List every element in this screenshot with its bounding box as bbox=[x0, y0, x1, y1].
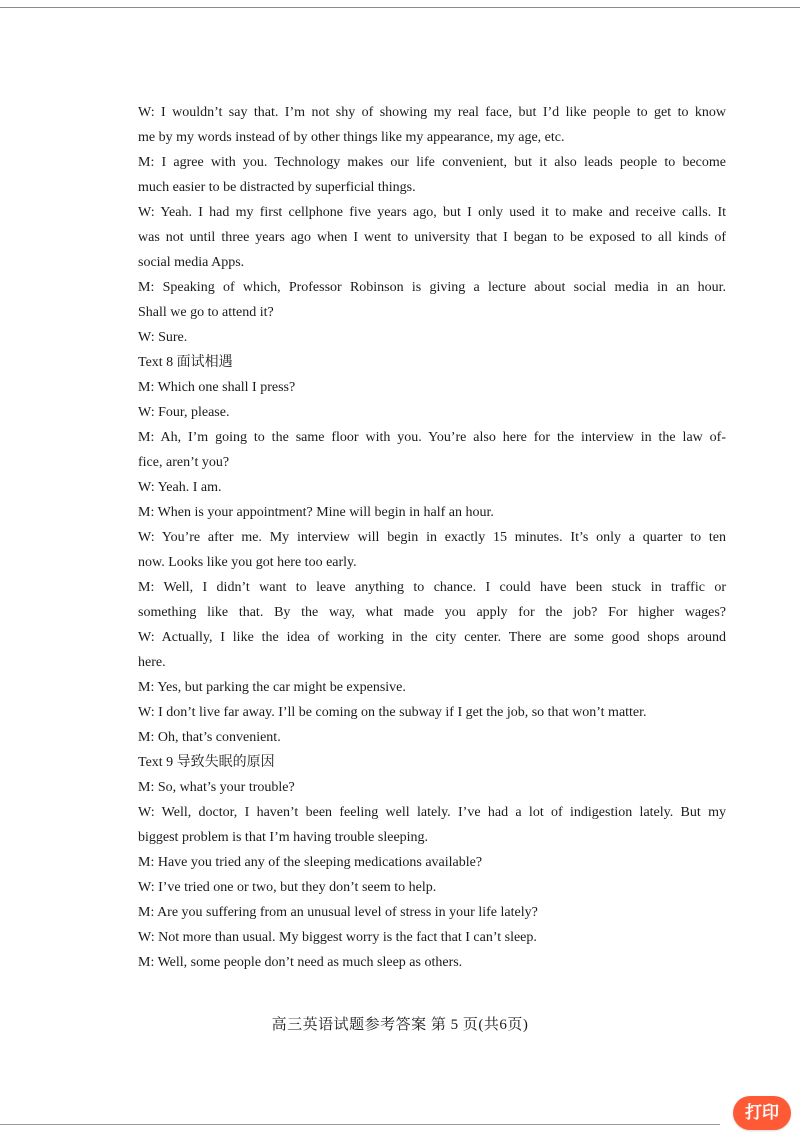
text-line: W: I don’t live far away. I’ll be coming on the subway if I get the job, so that won’t matter. bbox=[138, 705, 647, 720]
text-line: biggest problem is that I’m having trouble sleeping. bbox=[138, 830, 429, 845]
text-line: something like that. By the way, what made you apply for the job? For higher wages? bbox=[138, 605, 726, 620]
text-line: W: Yeah. I had my first cellphone five years ago, but I only used it to make and receive calls. It bbox=[138, 205, 726, 220]
text-line: W: I wouldn’t say that. I’m not shy of showing my real face, but I’d like people to get to know bbox=[138, 105, 726, 120]
text-line: W: Yeah. I am. bbox=[138, 480, 222, 495]
text-line: M: When is your appointment? Mine will begin in half an hour. bbox=[138, 505, 494, 520]
text-line: M: So, what’s your trouble? bbox=[138, 780, 295, 795]
text-line: W: Four, please. bbox=[138, 405, 230, 420]
text-line: M: Yes, but parking the car might be expensive. bbox=[138, 680, 406, 695]
text-line: M: Oh, that’s convenient. bbox=[138, 730, 281, 745]
text-line: social media Apps. bbox=[138, 255, 245, 270]
text-line: W: You’re after me. My interview will begin in exactly 15 minutes. It’s only a quarter to ten bbox=[138, 530, 726, 545]
text-line: Shall we go to attend it? bbox=[138, 305, 274, 320]
text-line: W: I’ve tried one or two, but they don’t seem to help. bbox=[138, 880, 437, 895]
text-line: W: Actually, I like the idea of working in the city center. There are some good shops around bbox=[138, 630, 726, 645]
text-line: M: I agree with you. Technology makes our life convenient, but it also leads people to become bbox=[138, 155, 726, 170]
page-footer: 高三英语试题参考答案 第 5 页(共6页) bbox=[271, 1017, 529, 1033]
text-line: M: Have you tried any of the sleeping medications available? bbox=[138, 855, 483, 870]
text-line: M: Which one shall I press? bbox=[138, 380, 296, 395]
text-line: M: Speaking of which, Professor Robinson is giving a lecture about social media in an hour. bbox=[138, 280, 726, 295]
text-line: now. Looks like you got here too early. bbox=[138, 555, 357, 570]
text-line: M: Well, some people don’t need as much sleep as others. bbox=[138, 955, 463, 970]
text-line: M: Well, I didn’t want to leave anything to chance. I could have been stuck in traffic or bbox=[138, 580, 726, 595]
text-line: W: Sure. bbox=[138, 330, 188, 345]
text-line: M: Ah, I’m going to the same floor with you. You’re also here for the interview in the law of- bbox=[138, 430, 726, 445]
section-heading-text-8: Text 8 面试相遇 bbox=[138, 355, 233, 370]
bottom-divider bbox=[0, 1124, 720, 1125]
text-line: M: Are you suffering from an unusual level of stress in your life lately? bbox=[138, 905, 538, 920]
text-line: much easier to be distracted by superficial things. bbox=[138, 180, 416, 195]
section-heading-text-9: Text 9 导致失眠的原因 bbox=[138, 755, 275, 770]
top-divider bbox=[0, 7, 800, 8]
text-line: W: Not more than usual. My biggest worry is the fact that I can’t sleep. bbox=[138, 930, 537, 945]
text-line: W: Well, doctor, I haven’t been feeling well lately. I’ve had a lot of indigestion lately. But my bbox=[138, 805, 726, 820]
text-line: was not until three years ago when I went to university that I began to be exposed to all kinds of bbox=[138, 230, 726, 245]
print-button[interactable]: 打印 bbox=[733, 1096, 791, 1130]
text-line: me by my words instead of by other things like my appearance, my age, etc. bbox=[138, 130, 565, 145]
text-line: fice, aren’t you? bbox=[138, 455, 230, 470]
text-line: here. bbox=[138, 655, 166, 670]
